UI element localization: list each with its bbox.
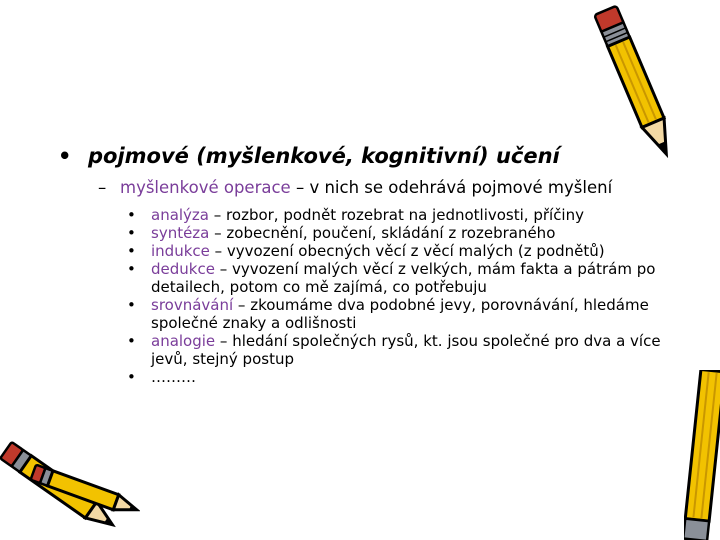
operation-term: analýza xyxy=(151,206,210,224)
pencil-icon xyxy=(592,0,682,170)
bullet: • xyxy=(127,260,136,278)
operation-description: – rozbor, podnět rozebrat na jednotlivosti, příčiny xyxy=(209,206,584,224)
operation-term: srovnávání xyxy=(151,296,234,314)
operation-description: – vyvození obecných věcí z věcí malých (z podnětů) xyxy=(209,242,605,260)
subheading-text: – v nich se odehrává pojmové myšlení xyxy=(290,178,613,197)
bullet: • xyxy=(127,368,136,386)
operation-term: indukce xyxy=(151,242,210,260)
operation-description: – zkoumáme dva podobné jevy, porovnávání, hledáme společné znaky a odlišnosti xyxy=(151,296,649,332)
bullet: • xyxy=(127,206,136,224)
operation-description: – zobecnění, poučení, skládání z rozebraného xyxy=(209,224,556,242)
operations-list xyxy=(127,206,667,386)
list-item xyxy=(127,242,667,260)
list-item xyxy=(127,332,667,368)
bullet: • xyxy=(127,242,136,260)
list-item xyxy=(127,224,667,242)
dash: – xyxy=(98,178,107,197)
bullet: • xyxy=(127,224,136,242)
heading-text: pojmové (myšlenkové, kognitivní) učení xyxy=(88,144,560,168)
list-item xyxy=(127,296,667,332)
list-item xyxy=(127,206,667,224)
operation-term: syntéza xyxy=(151,224,210,242)
operation-term: analogie xyxy=(151,332,216,350)
pencil-icon xyxy=(684,370,720,540)
subheading-term: myšlenkové operace xyxy=(120,178,291,197)
operation-description: – vyvození malých věcí z velkých, mám fakta a pátrám po detailech, potom co mě zajímá, co potřebuju xyxy=(151,260,656,296)
list-item xyxy=(127,368,667,386)
bullet: • xyxy=(127,296,136,314)
pencils-icon xyxy=(0,436,140,540)
subheading-item xyxy=(98,178,612,197)
bullet: • xyxy=(58,144,72,168)
ellipsis-text: ……… xyxy=(151,368,196,386)
bullet: • xyxy=(127,332,136,350)
operation-term: dedukce xyxy=(151,260,215,278)
list-item xyxy=(127,260,667,296)
heading-item xyxy=(58,144,560,168)
operation-description: – hledání společných rysů, kt. jsou společné pro dva a více jevů, stejný postup xyxy=(151,332,661,368)
